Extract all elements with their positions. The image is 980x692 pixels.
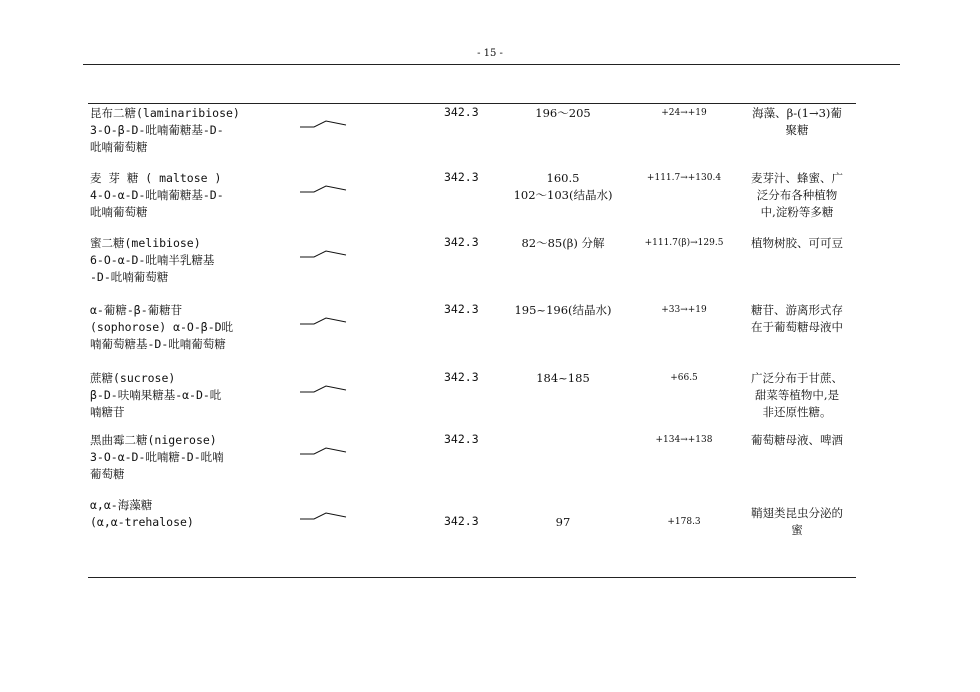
natural-source-line: 在于葡萄糖母液中 xyxy=(751,320,843,334)
natural-source xyxy=(740,302,854,336)
structure-cell xyxy=(246,231,436,295)
melting-point xyxy=(498,235,628,252)
natural-source-line: 聚糖 xyxy=(785,123,809,137)
optical-rotation: +111.7(β)→129.5 xyxy=(644,238,724,248)
natural-source-line: 糖苷、游离形式存 xyxy=(751,303,843,317)
optical-rotation: +24→+19 xyxy=(661,108,707,118)
structure-drawing xyxy=(246,366,436,430)
melting-point xyxy=(498,105,628,122)
glycosidic-bond xyxy=(300,121,346,127)
compound-name-line: 麦 芽 糖 ( maltose ) xyxy=(90,171,222,185)
table-bottom-rule xyxy=(88,577,856,578)
natural-source xyxy=(740,432,854,449)
structure-cell xyxy=(246,166,436,230)
page-number: - 15 - xyxy=(477,48,503,59)
compound-name xyxy=(90,235,248,286)
compound-name-line: 蜜二糖(melibiose) xyxy=(90,236,201,250)
melting-point-line: 82～85(β) 分解 xyxy=(521,236,605,250)
compound-name-line: 3-O-α-D-吡喃糖-D-吡喃 xyxy=(90,450,224,464)
compound-name-line: 6-O-α-D-吡喃半乳糖基 xyxy=(90,253,215,267)
structure-drawing xyxy=(246,166,436,230)
natural-source-line: 非还原性糖。 xyxy=(762,405,832,419)
molecular-weight: 342.3 xyxy=(444,302,479,316)
molecular-weight: 342.3 xyxy=(444,235,479,249)
natural-source xyxy=(740,105,854,139)
compound-name-line: 黑曲霉二糖(nigerose) xyxy=(90,433,217,447)
natural-source xyxy=(740,370,854,421)
table-top-rule xyxy=(88,103,856,104)
compound-name xyxy=(90,105,248,156)
compound-name-line: 3-O-β-D-吡喃葡糖基-D- xyxy=(90,123,224,137)
compound-name-line: 吡喃葡萄糖 xyxy=(90,205,148,219)
optical-rotation: +178.3 xyxy=(667,517,701,527)
structure-cell xyxy=(246,298,436,362)
compound-name-line: (sophorose) α-O-β-D吡 xyxy=(90,320,234,334)
structure-drawing xyxy=(246,101,436,165)
compound-name-line: α,α-海藻糖 xyxy=(90,498,153,512)
natural-source-line: 甜菜等植物中,是 xyxy=(754,388,840,402)
glycosidic-bond xyxy=(300,448,346,454)
structure-cell xyxy=(246,493,436,557)
glycosidic-bond xyxy=(300,386,346,392)
natural-source xyxy=(740,170,854,221)
structure-drawing xyxy=(246,493,436,557)
natural-source-line: 广泛分布于甘蔗、 xyxy=(751,371,843,385)
melting-point-line: 102～103(结晶水) xyxy=(513,188,613,202)
compound-name-line: 昆布二糖(laminaribiose) xyxy=(90,106,240,120)
natural-source-line: 泛分布各种植物 xyxy=(756,188,838,202)
melting-point xyxy=(498,302,628,319)
molecular-weight: 342.3 xyxy=(444,105,479,119)
natural-source-line: 海藻、β-(1→3)葡 xyxy=(752,106,842,120)
header-rule xyxy=(83,64,900,65)
compound-name-line: 葡萄糖 xyxy=(90,467,125,481)
natural-source-line: 葡萄糖母液、啤酒 xyxy=(751,433,843,447)
compound-name xyxy=(90,170,248,221)
natural-source-line: 蜜 xyxy=(791,523,803,537)
optical-rotation: +111.7→+130.4 xyxy=(646,173,722,183)
melting-point xyxy=(498,514,628,531)
compound-name-line: 喃葡萄糖基-D-吡喃葡萄糖 xyxy=(90,337,226,351)
melting-point-line: 184~185 xyxy=(536,371,590,385)
compound-name xyxy=(90,302,248,353)
optical-rotation: +66.5 xyxy=(670,373,698,383)
compound-name-line: α-葡糖-β-葡糖苷 xyxy=(90,303,183,317)
compound-name-line: 4-O-α-D-吡喃葡糖基-D- xyxy=(90,188,224,202)
structure-cell xyxy=(246,101,436,165)
glycosidic-bond xyxy=(300,513,346,519)
molecular-weight: 342.3 xyxy=(444,514,479,528)
structure-drawing xyxy=(246,231,436,295)
structure-cell xyxy=(246,366,436,430)
melting-point xyxy=(498,170,628,204)
molecular-weight: 342.3 xyxy=(444,170,479,184)
compound-name-line: 吡喃葡萄糖 xyxy=(90,140,148,154)
glycosidic-bond xyxy=(300,318,346,324)
compound-name-line: 蔗糖(sucrose) xyxy=(90,371,176,385)
natural-source-line: 麦芽汁、蜂蜜、广 xyxy=(751,171,843,185)
melting-point-line: 195~196(结晶水) xyxy=(514,303,612,317)
compound-name-line: (α,α-trehalose) xyxy=(90,515,194,529)
molecular-weight: 342.3 xyxy=(444,370,479,384)
natural-source xyxy=(740,505,854,539)
compound-name-line: -D-吡喃葡萄糖 xyxy=(90,270,169,284)
compound-name-line: 喃糖苷 xyxy=(90,405,125,419)
compound-name xyxy=(90,370,248,421)
structure-drawing xyxy=(246,298,436,362)
structure-drawing xyxy=(246,428,436,492)
melting-point-line: 160.5 xyxy=(546,171,580,185)
glycosidic-bond xyxy=(300,251,346,257)
compound-name xyxy=(90,432,248,483)
melting-point-line: 196～205 xyxy=(535,106,591,120)
optical-rotation: +134→+138 xyxy=(655,435,713,445)
natural-source-line: 鞘翅类昆虫分泌的 xyxy=(751,506,843,520)
glycosidic-bond xyxy=(300,186,346,192)
natural-source xyxy=(740,235,854,252)
natural-source-line: 植物树胶、可可豆 xyxy=(751,236,843,250)
compound-name-line: β-D-呋喃果糖基-α-D-吡 xyxy=(90,388,222,402)
molecular-weight: 342.3 xyxy=(444,432,479,446)
optical-rotation: +33→+19 xyxy=(661,305,707,315)
natural-source-line: 中,淀粉等多糖 xyxy=(760,205,834,219)
compound-name xyxy=(90,497,248,531)
structure-cell xyxy=(246,428,436,492)
melting-point-line: 97 xyxy=(555,515,571,529)
melting-point xyxy=(498,370,628,387)
